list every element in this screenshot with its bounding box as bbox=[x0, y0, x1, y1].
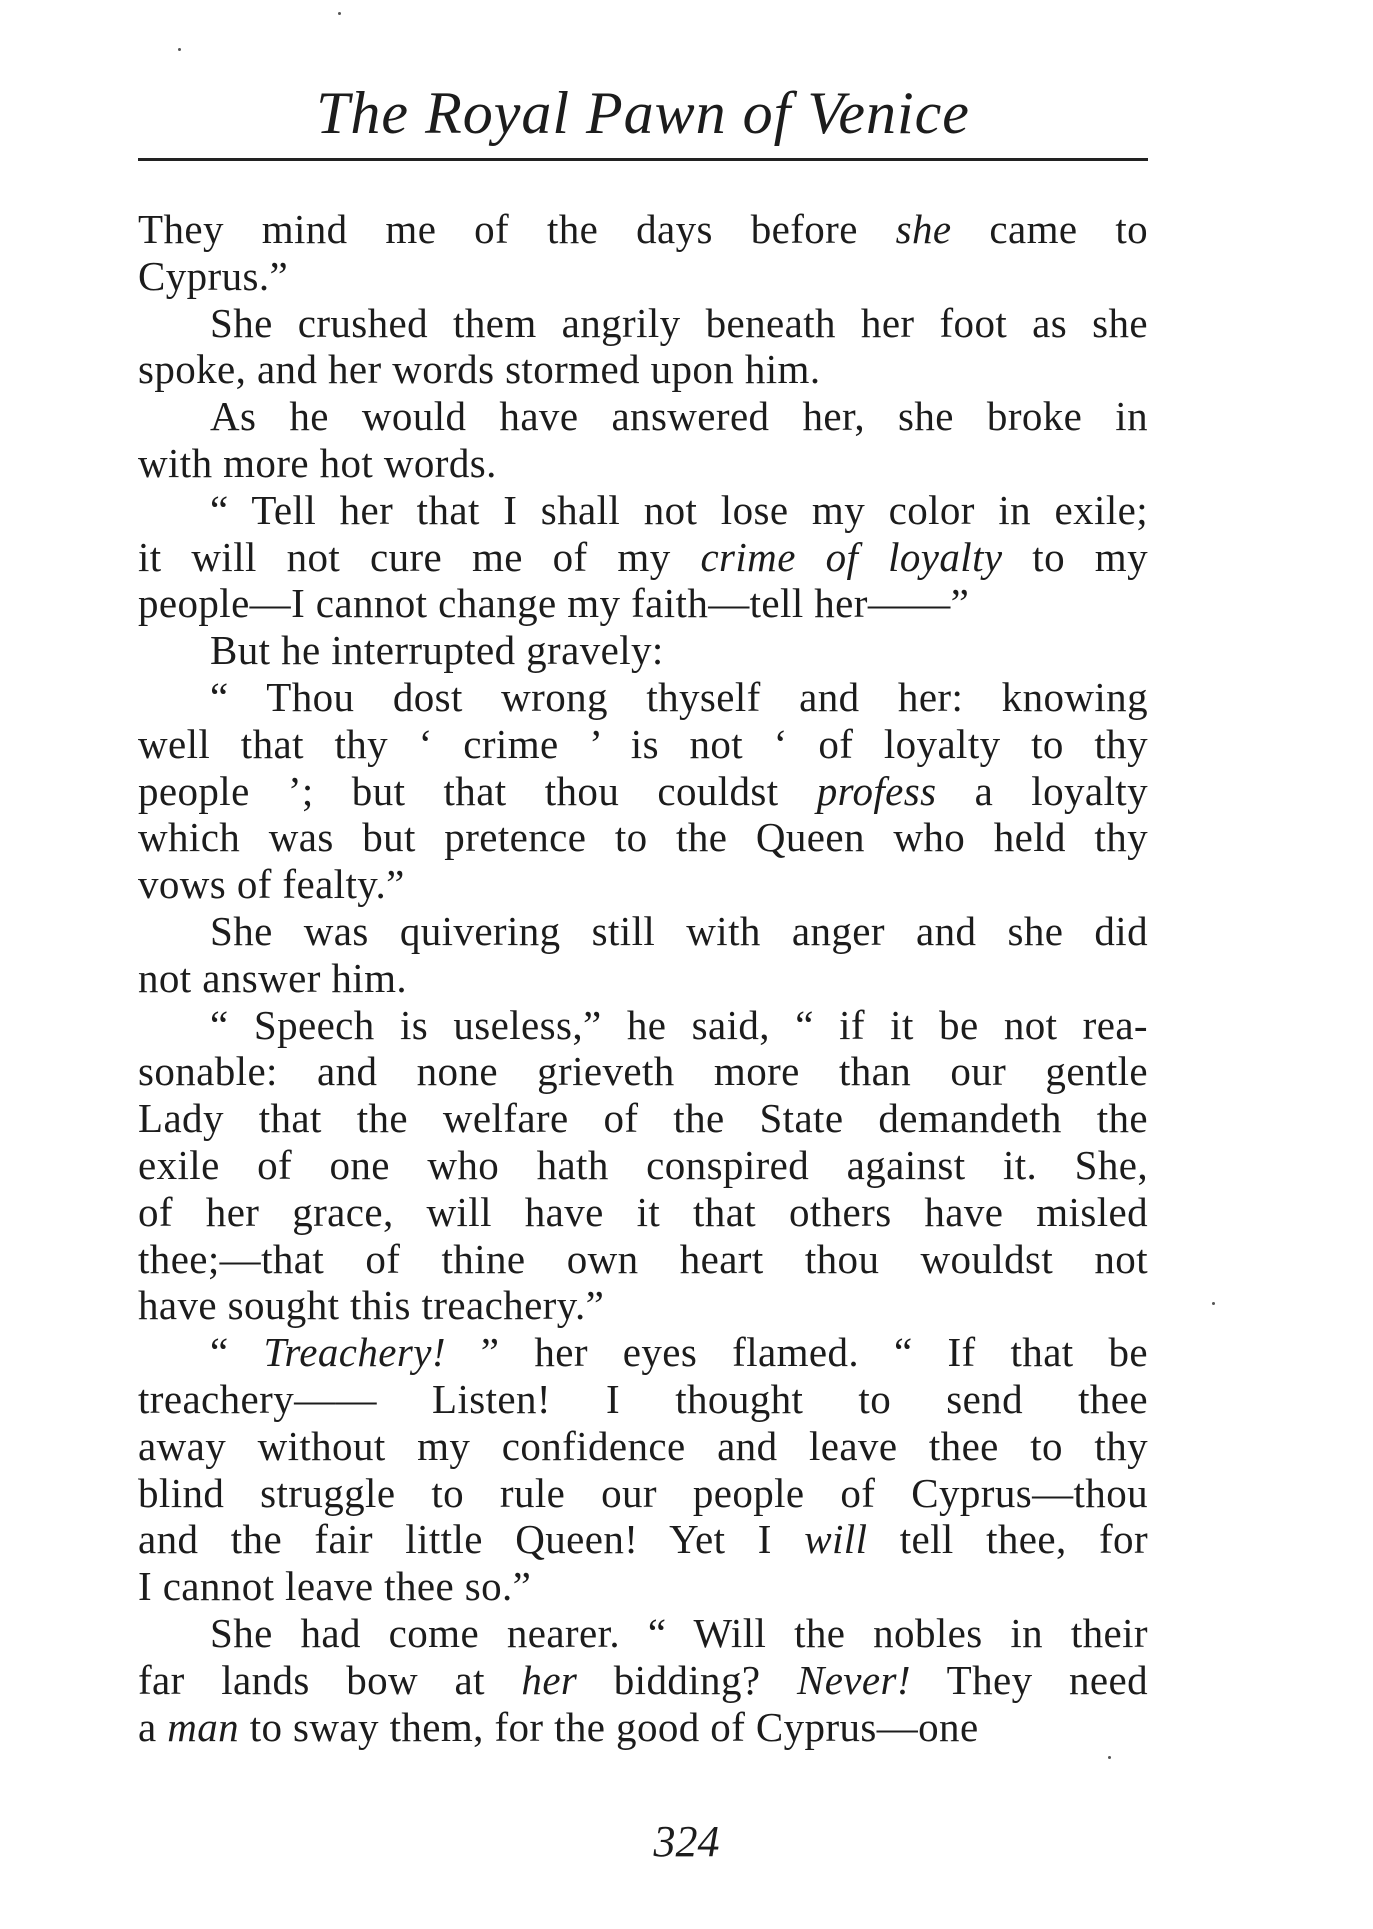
text-line: far lands bow at her bidding? Never! They need bbox=[138, 1656, 1148, 1703]
page-number: 324 bbox=[653, 1817, 720, 1866]
text-line: with more hot words. bbox=[138, 439, 497, 486]
text-line: “ Treachery! ” her eyes flamed. “ If that be bbox=[210, 1329, 1148, 1376]
italic-emphasis: will bbox=[804, 1516, 868, 1563]
text-line: As he would have answered her, she broke in bbox=[210, 393, 1148, 440]
text-line: But he interrupted gravely: bbox=[210, 627, 664, 674]
text-line: spoke, and her words stormed upon him. bbox=[138, 346, 821, 393]
italic-emphasis: crime of loyalty bbox=[700, 533, 1003, 580]
text-line: sonable: and none grieveth more than our gentle bbox=[138, 1048, 1148, 1095]
paper-speck bbox=[338, 12, 341, 15]
text-line: which was but pretence to the Queen who held thy bbox=[138, 814, 1148, 861]
text-line: have sought this treachery.” bbox=[138, 1282, 605, 1329]
text-line: exile of one who hath conspired against it. She, bbox=[138, 1141, 1148, 1188]
text-line: “ Speech is useless,” he said, “ if it be not rea- bbox=[210, 1001, 1148, 1048]
text-line: They mind me of the days before she came to bbox=[138, 206, 1149, 252]
running-head: The Royal Pawn of Venice bbox=[316, 80, 970, 146]
text-line: thee;—that of thine own heart thou wouldst not bbox=[138, 1235, 1148, 1282]
text-line: Lady that the welfare of the State demandeth the bbox=[138, 1095, 1148, 1142]
italic-emphasis: man bbox=[167, 1703, 240, 1750]
text-line: “ Thou dost wrong thyself and her: knowing bbox=[210, 673, 1148, 720]
text-line: it will not cure me of my crime of loyalty to my bbox=[138, 533, 1148, 580]
text-line: of her grace, will have it that others have misled bbox=[138, 1188, 1148, 1235]
italic-emphasis: her bbox=[521, 1656, 578, 1703]
text-line: people ’; but that thou couldst profess a loyalty bbox=[138, 767, 1148, 814]
text-line: and the fair little Queen! Yet I will tell thee, for bbox=[138, 1516, 1148, 1563]
italic-emphasis: Never! bbox=[796, 1656, 911, 1703]
text-line: away without my confidence and leave thee to thy bbox=[138, 1422, 1148, 1469]
text-line: not answer him. bbox=[138, 954, 408, 1001]
text-line: vows of fealty.” bbox=[138, 861, 405, 908]
paper-speck bbox=[1108, 1756, 1111, 1759]
text-line: blind struggle to rule our people of Cyprus—thou bbox=[138, 1469, 1148, 1516]
text-line: treachery—— Listen! I thought to send thee bbox=[138, 1375, 1148, 1422]
text-line: She was quivering still with anger and she did bbox=[210, 907, 1148, 954]
text-line: Cyprus.” bbox=[138, 252, 289, 299]
text-line: people—I cannot change my faith—tell her——” bbox=[138, 580, 970, 627]
italic-emphasis: she bbox=[895, 206, 952, 252]
body-text bbox=[138, 206, 1148, 1750]
text-line: well that thy ‘ crime ’ is not ‘ of loyalty to thy bbox=[138, 720, 1148, 767]
text-line: She crushed them angrily beneath her foot as she bbox=[210, 299, 1148, 346]
text-line: a man to sway them, for the good of Cyprus—one bbox=[138, 1703, 979, 1750]
paper-speck bbox=[178, 48, 181, 51]
italic-emphasis: profess bbox=[816, 767, 937, 814]
italic-emphasis: Treachery! bbox=[263, 1329, 446, 1376]
header-rule bbox=[138, 158, 1148, 161]
paper-speck bbox=[1212, 1302, 1215, 1305]
text-line: “ Tell her that I shall not lose my color in exile; bbox=[210, 486, 1148, 533]
text-line: I cannot leave thee so.” bbox=[138, 1563, 532, 1610]
text-line: She had come nearer. “ Will the nobles in their bbox=[210, 1609, 1148, 1656]
